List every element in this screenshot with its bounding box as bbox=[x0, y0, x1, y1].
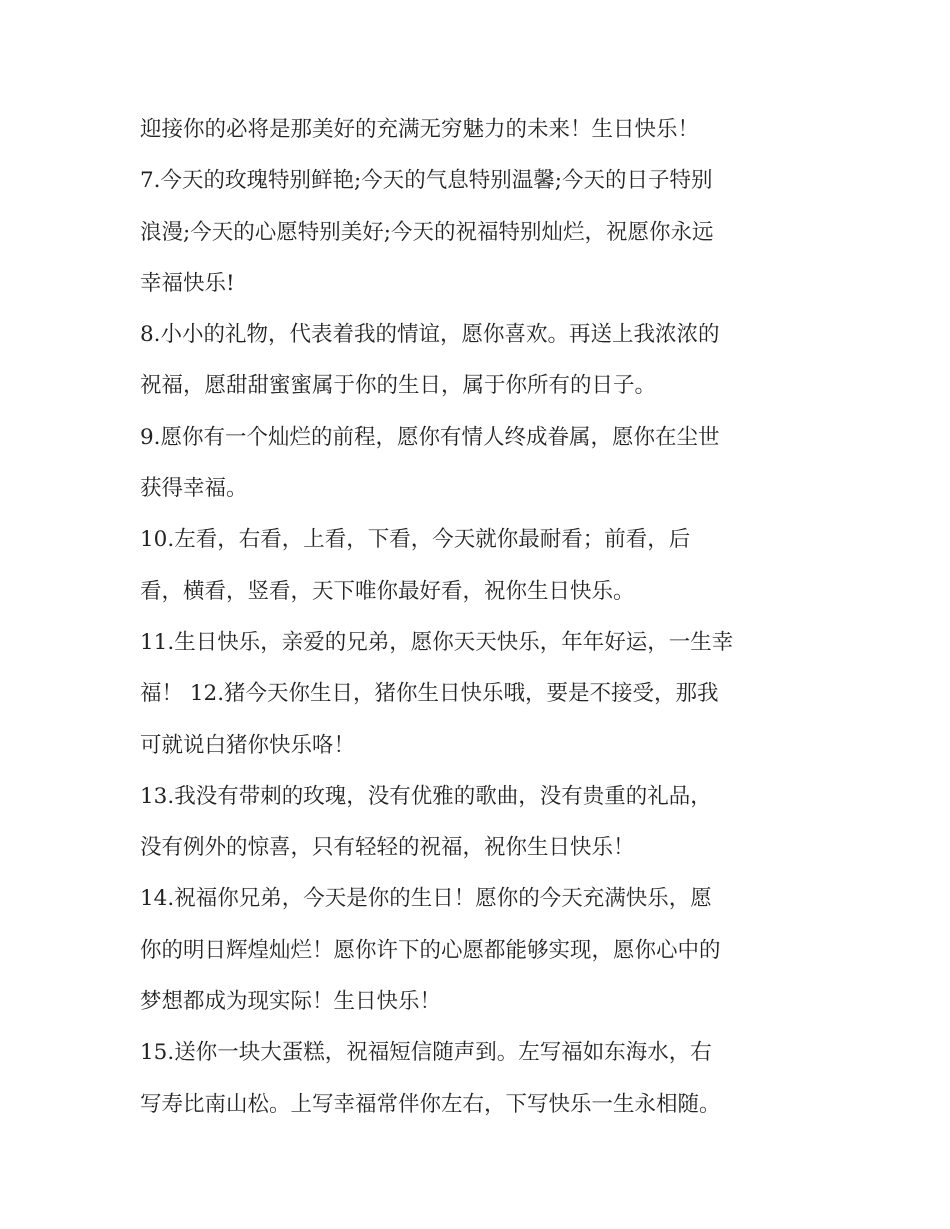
text-line: 获得幸福。 bbox=[140, 476, 248, 502]
text-line: 13.我没有带刺的玫瑰，没有优雅的歌曲，没有贵重的礼品， bbox=[140, 783, 712, 809]
text-line: 祝福，愿甜甜蜜蜜属于你的生日，属于你所有的日子。 bbox=[140, 373, 657, 399]
text-line: 你的明日辉煌灿烂！愿你许下的心愿都能够实现，愿你心中的 bbox=[140, 937, 721, 963]
text-line: 10.左看，右看，上看，下看，今天就你最耐看；前看，后 bbox=[140, 527, 691, 553]
document-body bbox=[140, 104, 820, 1130]
text-line: 幸福快乐! bbox=[140, 270, 235, 296]
text-line: 9.愿你有一个灿烂的前程，愿你有情人终成眷属，愿你在尘世 bbox=[140, 424, 720, 450]
text-line: 14.祝福你兄弟，今天是你的生日！愿你的今天充满快乐，愿 bbox=[140, 886, 712, 912]
text-line: 7.今天的玫瑰特别鲜艳;今天的气息特别温馨;今天的日子特别 bbox=[140, 168, 713, 194]
text-line: 迎接你的必将是那美好的充满无穷魅力的未来！生日快乐！ bbox=[140, 117, 700, 142]
text-line: 福！ 12.猪今天你生日，猪你生日快乐哦，要是不接受，那我 bbox=[140, 681, 719, 707]
text-line: 15.送你一块大蛋糕，祝福短信随声到。左写福如东海水，右 bbox=[140, 1040, 712, 1066]
text-line: 没有例外的惊喜，只有轻轻的祝福，祝你生日快乐！ bbox=[140, 835, 635, 861]
text-line: 可就说白猪你快乐咯！ bbox=[140, 732, 356, 758]
text-line: 浪漫;今天的心愿特别美好;今天的祝福特别灿烂，祝愿你永远 bbox=[140, 219, 714, 245]
text-line: 梦想都成为现实际！生日快乐！ bbox=[140, 989, 442, 1015]
text-line: 8.小小的礼物，代表着我的情谊，愿你喜欢。再送上我浓浓的 bbox=[140, 322, 720, 348]
text-line: 11.生日快乐，亲爱的兄弟，愿你天天快乐，年年好运，一生幸 bbox=[140, 629, 734, 655]
text-line: 写寿比南山松。上写幸福常伴你左右，下写快乐一生永相随。 bbox=[140, 1091, 721, 1117]
text-line: 看，横看，竖看，天下唯你最好看，祝你生日快乐。 bbox=[140, 578, 635, 604]
